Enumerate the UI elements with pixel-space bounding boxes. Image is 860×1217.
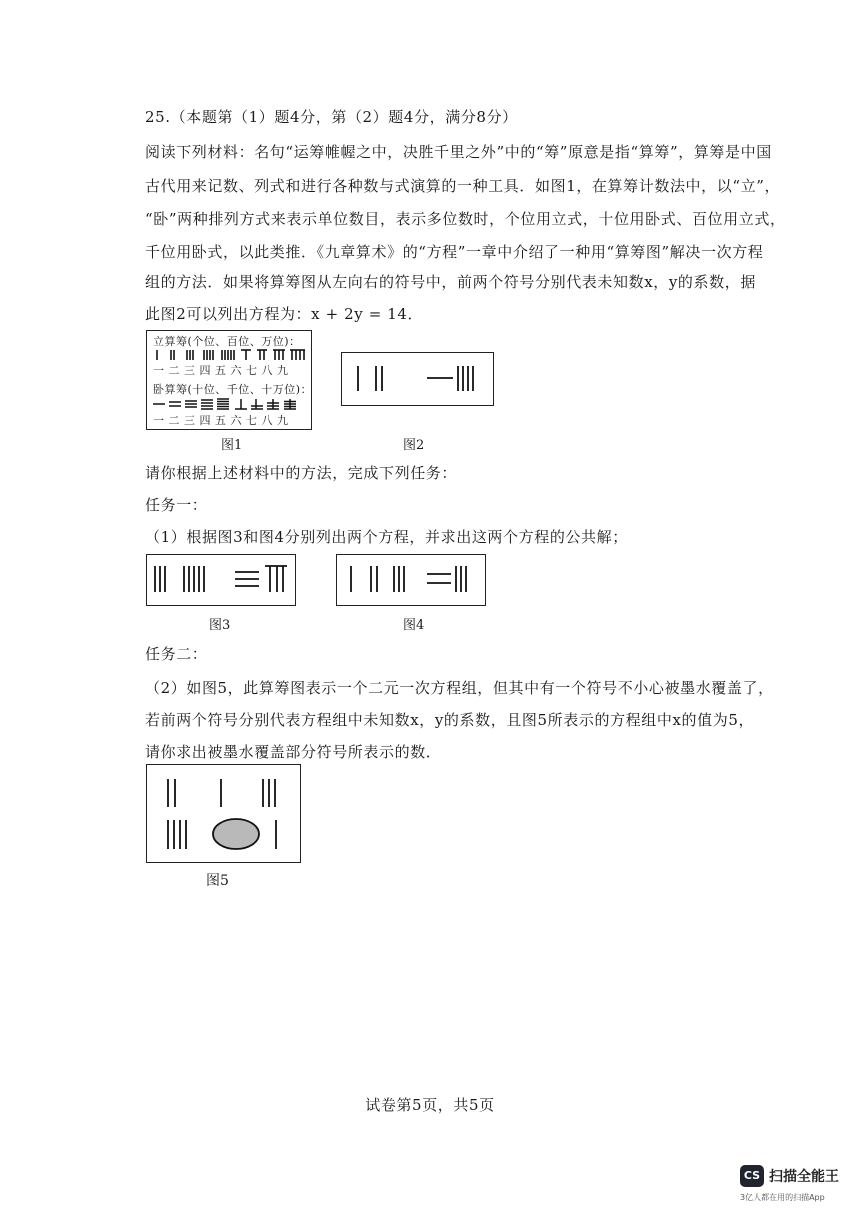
vertical-rod-glyphs (153, 349, 308, 361)
figure-5-caption: 图5 (206, 873, 229, 889)
figure-4-rod-diagram (336, 554, 486, 606)
watermark-app-name: 扫描全能王 (769, 1169, 839, 1185)
task-2-title: 任务二： (145, 645, 208, 663)
figure-2-rods (342, 353, 492, 404)
figure-3-caption: 图3 (209, 618, 231, 633)
task-2-line-1: （2）如图5，此算筹图表示一个二元一次方程组，但其中有一个符号不小心被墨水覆盖了， (145, 679, 774, 697)
question-header: 25.（本题第（1）题4分，第（2）题4分，满分8分） (145, 108, 518, 126)
vertical-numerals: 一 二 三 四 五 六 七 八 九 (153, 364, 289, 377)
figure-1-caption: 图1 (221, 438, 243, 453)
figure-5-rods (147, 765, 299, 861)
material-line-4: 千位用卧式，以此类推．《九章算术》的“方程”一章中介绍了一种用“算筹图”解决一次方程 (145, 243, 764, 261)
material-line-6: 此图2可以列出方程为：x + 2y = 14． (145, 305, 424, 323)
page-footer: 试卷第5页，共5页 (365, 1096, 495, 1114)
figure-5-rod-diagram (146, 764, 301, 863)
material-line-5: 组的方法．如果将算筹图从左向右的符号中，前两个符号分别代表未知数x，y的系数，据 (145, 273, 756, 291)
vertical-rods-title: 立算筹(个位、百位、万位)： (153, 335, 301, 348)
task-2-line-3: 请你求出被墨水覆盖部分符号所表示的数． (145, 743, 442, 761)
ink-blot (213, 819, 259, 849)
task-2-line-2: 若前两个符号分别代表方程组中未知数x，y的系数，且图5所表示的方程组中x的值为5， (145, 711, 755, 729)
figure-3-rods (147, 555, 294, 604)
figure-1-rod-table (146, 330, 312, 430)
task-1-title: 任务一： (145, 496, 208, 514)
task-1-text: （1）根据图3和图4分别列出两个方程，并求出这两个方程的公共解； (145, 528, 628, 546)
figure-4-rods (337, 555, 484, 604)
figure-2-caption: 图2 (403, 438, 425, 453)
camscanner-logo-icon: CS (740, 1165, 764, 1187)
figure-2-rod-diagram (341, 352, 494, 406)
horizontal-rods-title: 卧算筹(十位、千位、十万位)： (153, 383, 313, 396)
horizontal-rod-glyphs (153, 398, 308, 410)
figure-3-rod-diagram (146, 554, 296, 606)
watermark-tagline: 3亿人都在用的扫描App (740, 1193, 825, 1202)
material-line-1: 阅读下列材料：名句“运筹帷幄之中，决胜千里之外”中的“筹”原意是指“算筹”，算筹是中国 (145, 143, 772, 161)
horizontal-numerals: 一 二 三 四 五 六 七 八 九 (153, 414, 289, 427)
instruction-text: 请你根据上述材料中的方法，完成下列任务： (145, 464, 458, 482)
material-line-3: “卧”两种排列方式来表示单位数目，表示多位数时，个位用立式，十位用卧式、百位用立式， (145, 210, 786, 228)
figure-4-caption: 图4 (403, 618, 425, 633)
material-line-2: 古代用来记数、列式和进行各种数与式演算的一种工具．如图1，在算筹计数法中，以“立”， (145, 177, 781, 195)
